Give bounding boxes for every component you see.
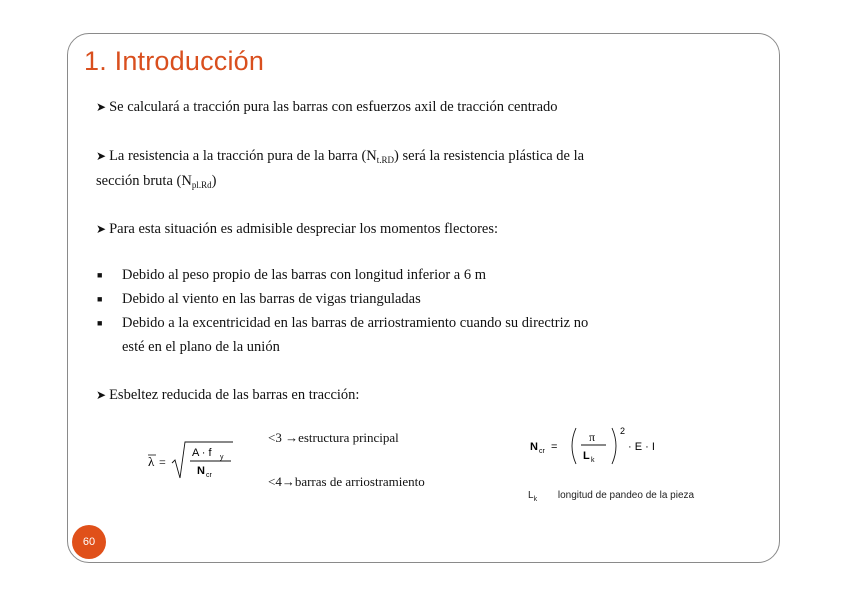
slenderness-formula bbox=[145, 436, 245, 486]
paragraph-1: ➤ Se calculará a tracción pura las barras con esfuerzos axil de tracción centrado bbox=[96, 99, 558, 115]
critical-load-formula bbox=[528, 420, 678, 470]
right-arrowhead-icon: ➤ bbox=[96, 100, 107, 114]
right-arrowhead-icon: ➤ bbox=[96, 149, 107, 163]
svg-text:cr: cr bbox=[539, 448, 545, 455]
svg-text:N: N bbox=[197, 465, 205, 477]
svg-text:=: = bbox=[551, 441, 558, 453]
square-bullet-icon: ■ bbox=[97, 294, 103, 304]
condition-main-structure: <3 →estructura principal bbox=[268, 430, 399, 445]
square-bullet-icon: ■ bbox=[97, 318, 103, 328]
square-bullet-icon: ■ bbox=[97, 270, 103, 280]
svg-text:cr: cr bbox=[206, 472, 212, 479]
svg-text:=: = bbox=[159, 455, 166, 469]
paragraph-2-cont: sección bruta $(N_{pl.Rd})$ bbox=[96, 173, 217, 190]
svg-text:y: y bbox=[220, 454, 224, 461]
right-arrowhead-icon: ➤ bbox=[96, 388, 107, 402]
svg-text:· E · I: · E · I bbox=[628, 441, 655, 453]
svg-text:2: 2 bbox=[620, 426, 626, 436]
right-arrowhead-icon: ➤ bbox=[96, 222, 107, 236]
list-item: Debido a la excentricidad en las barras de arriostramiento cuando su directriz no bbox=[122, 315, 589, 331]
paragraph-4: ➤ Esbeltez reducida de las barras en tracción: bbox=[96, 387, 360, 403]
list-item: Debido al peso propio de las barras con longitud inferior a 6 m bbox=[122, 267, 487, 283]
list-item-cont: esté en el plano de la unión bbox=[122, 339, 280, 355]
svg-text:λ: λ bbox=[148, 454, 155, 469]
svg-text:k: k bbox=[591, 457, 595, 464]
page-number-badge: 60 bbox=[72, 525, 106, 559]
svg-text:A · f: A · f bbox=[192, 447, 212, 459]
lk-definition: $L_k$ longitud de pandeo de la pieza bbox=[528, 490, 695, 503]
slide-title: 1. Introducción bbox=[84, 46, 265, 76]
condition-bracing: <4→barras de arriostramiento bbox=[268, 474, 425, 489]
paragraph-2: ➤ La resistencia a la tracción pura de la barra $(N_{t.RD})$ será la resistencia plástica de la bbox=[96, 148, 585, 165]
svg-text:π: π bbox=[589, 430, 596, 444]
svg-text:N: N bbox=[530, 441, 538, 453]
svg-text:L: L bbox=[583, 450, 590, 462]
list-item: Debido al viento en las barras de vigas trianguladas bbox=[122, 291, 421, 307]
paragraph-3: ➤ Para esta situación es admisible despreciar los momentos flectores: bbox=[96, 221, 499, 237]
